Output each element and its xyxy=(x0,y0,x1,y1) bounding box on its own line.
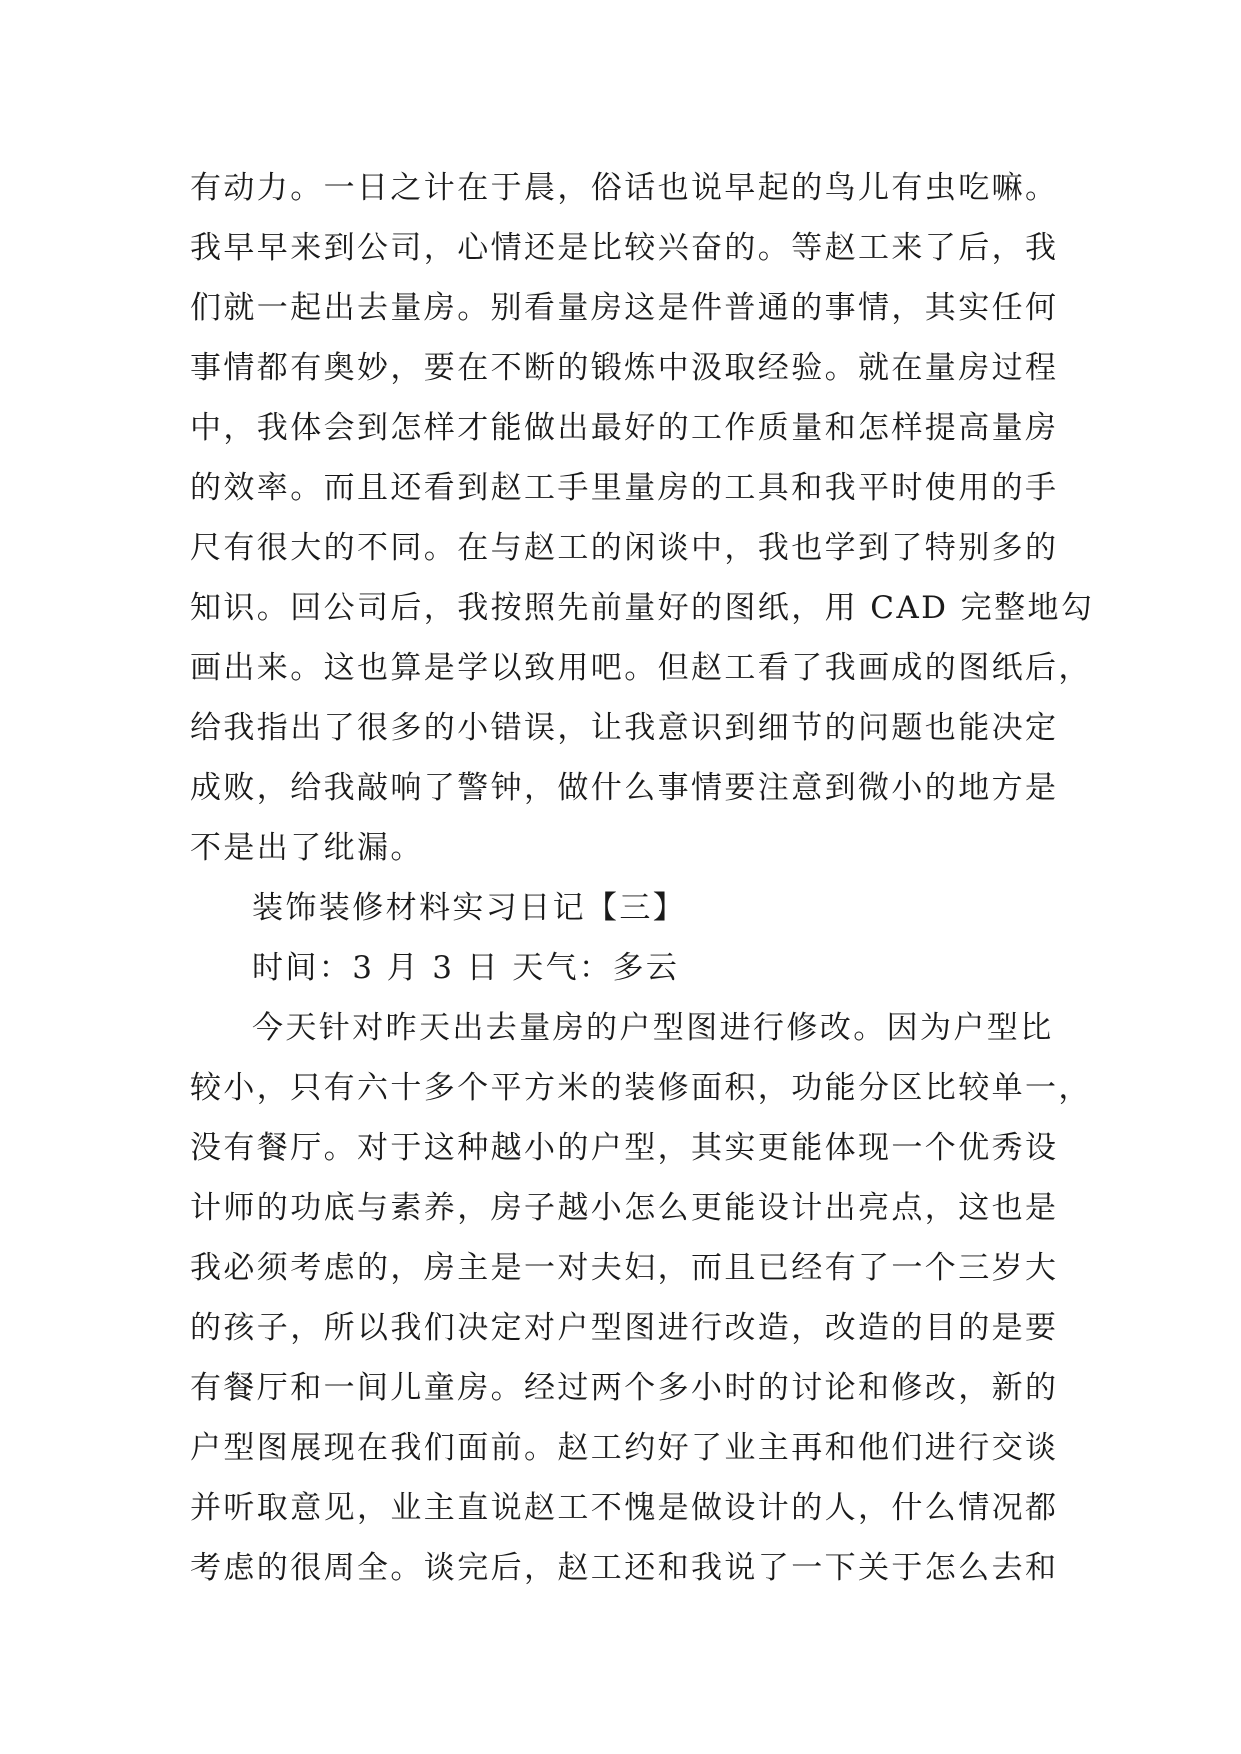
text-line: 尺有很大的不同。在与赵工的闲谈中，我也学到了特别多的 xyxy=(190,530,1059,566)
section-heading: 装饰装修材料实习日记【三】 xyxy=(252,890,687,926)
text-line: 我早早来到公司，心情还是比较兴奋的。等赵工来了后，我 xyxy=(190,230,1059,266)
text-line: 今天针对昨天出去量房的户型图进行修改。因为户型比 xyxy=(252,1010,1054,1046)
text-line: 并听取意见，业主直说赵工不愧是做设计的人，什么情况都 xyxy=(190,1490,1059,1526)
text-line: 的孩子，所以我们决定对户型图进行改造，改造的目的是要 xyxy=(190,1310,1059,1346)
text-line: 成败，给我敲响了警钟，做什么事情要注意到微小的地方是 xyxy=(190,770,1059,806)
text-line: 没有餐厅。对于这种越小的户型，其实更能体现一个优秀设 xyxy=(190,1130,1059,1166)
text-line: 中，我体会到怎样才能做出最好的工作质量和怎样提高量房 xyxy=(190,410,1059,446)
text-line: 有餐厅和一间儿童房。经过两个多小时的讨论和修改，新的 xyxy=(190,1370,1059,1406)
text-line: 知识。回公司后，我按照先前量好的图纸，用 CAD 完整地勾 xyxy=(190,590,1095,626)
text-line: 们就一起出去量房。别看量房这是件普通的事情，其实任何 xyxy=(190,290,1059,326)
text-line: 考虑的很周全。谈完后，赵工还和我说了一下关于怎么去和 xyxy=(190,1550,1059,1586)
text-line: 不是出了纰漏。 xyxy=(190,830,424,866)
text-line: 较小，只有六十多个平方米的装修面积，功能分区比较单一， xyxy=(190,1070,1092,1106)
text-line: 计师的功底与素养，房子越小怎么更能设计出亮点，这也是 xyxy=(190,1190,1059,1226)
text-line: 有动力。一日之计在于晨，俗话也说早起的鸟儿有虫吃嘛。 xyxy=(190,170,1059,206)
text-line: 的效率。而且还看到赵工手里量房的工具和我平时使用的手 xyxy=(190,470,1059,506)
text-line: 给我指出了很多的小错误，让我意识到细节的问题也能决定 xyxy=(190,710,1059,746)
text-line: 画出来。这也算是学以致用吧。但赵工看了我画成的图纸后， xyxy=(190,650,1092,686)
text-line: 户型图展现在我们面前。赵工约好了业主再和他们进行交谈 xyxy=(190,1430,1059,1466)
text-line: 我必须考虑的，房主是一对夫妇，而且已经有了一个三岁大 xyxy=(190,1250,1059,1286)
date-weather-line: 时间：3 月 3 日 天气：多云 xyxy=(252,950,680,986)
text-line: 事情都有奥妙，要在不断的锻炼中汲取经验。就在量房过程 xyxy=(190,350,1059,386)
